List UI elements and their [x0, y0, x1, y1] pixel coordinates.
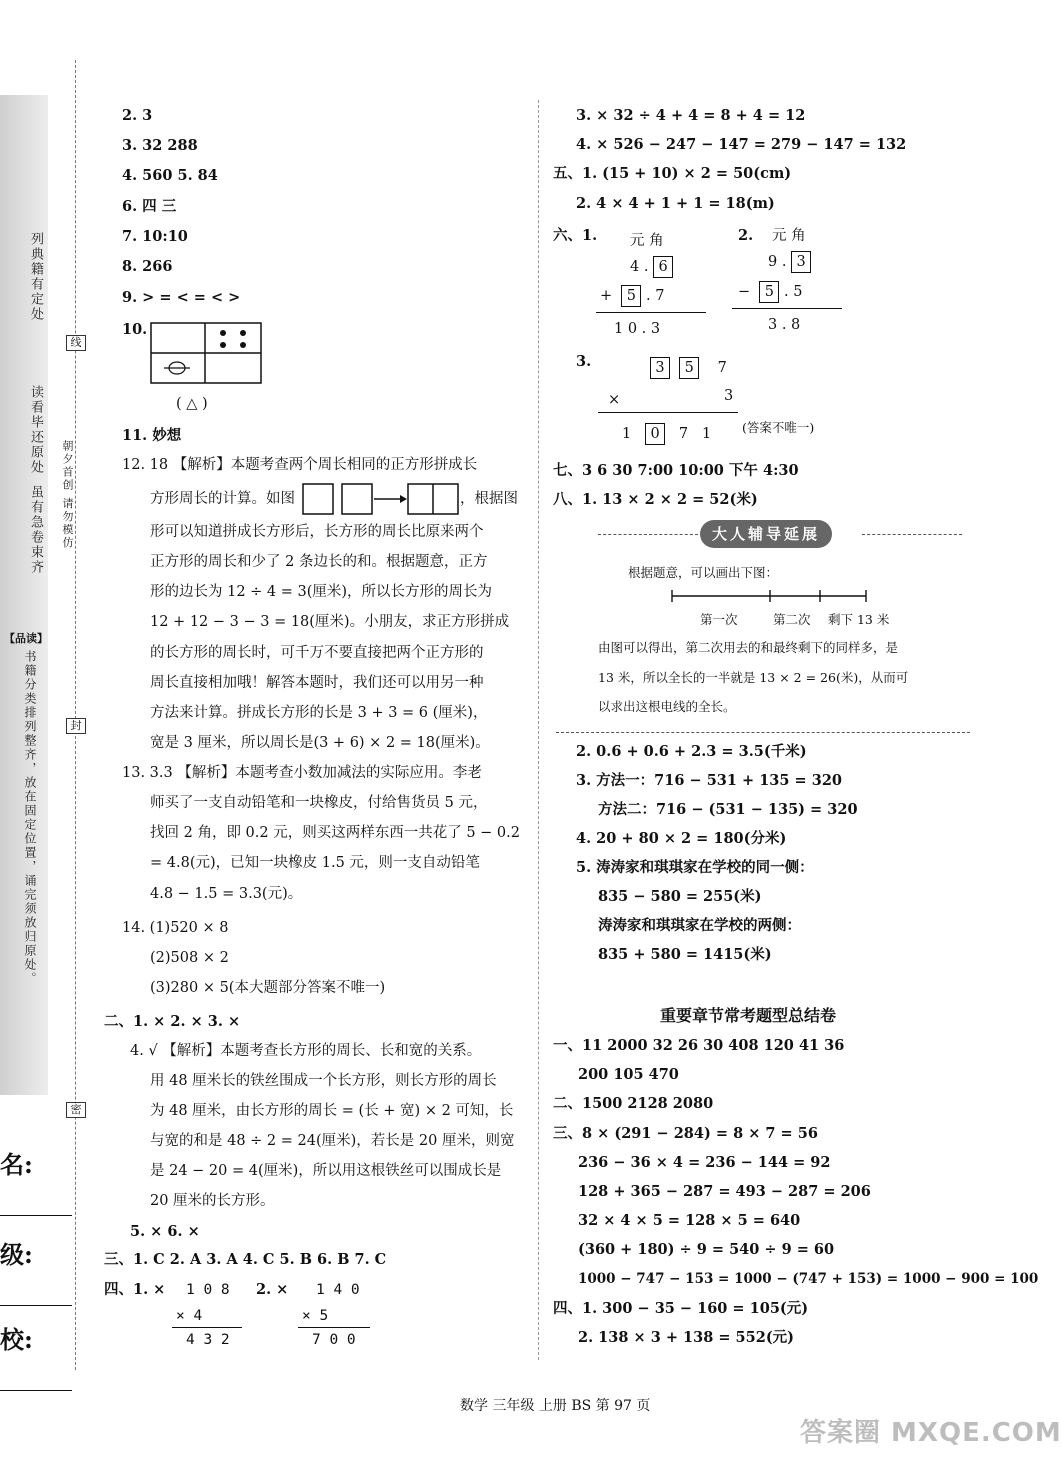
summary-sec3-4: 32 × 4 × 5 = 128 × 5 = 640: [578, 1212, 801, 1229]
answer-r-q3: 3. × 32 ÷ 4 + 4 = 8 + 4 = 12: [576, 107, 806, 124]
banner-left-rule: [598, 534, 698, 535]
sidebar-verse-1: 列典籍有定处: [28, 232, 43, 322]
answer-q4: 4. 560 5. 84: [122, 167, 218, 184]
answer-q7: 7. 10:10: [122, 228, 188, 245]
q13-line-5: 4.8 − 1.5 = 3.3(元)。: [150, 886, 303, 902]
q12-line-7: 的长方形的周长时，可千万不要直接把两个正方形的: [150, 645, 484, 661]
p1-header: 元 角: [630, 233, 664, 249]
p2-top-box: 3: [791, 251, 811, 273]
summary-sec3-2: 236 − 36 × 4 = 236 − 144 = 92: [578, 1154, 831, 1171]
p1-result: 1 0 . 3: [614, 321, 661, 337]
summary-title: 重要章节常考题型总结卷: [660, 1006, 837, 1025]
summary-sec3-1: 三、8 × (291 − 284) = 8 × 7 = 56: [553, 1125, 818, 1142]
p3-box-1: 3: [650, 357, 670, 379]
answer-q10: ( △ ): [176, 396, 208, 412]
section-7-answers: 七、3 6 30 7:00 10:00 下午 4:30: [553, 462, 799, 479]
summary-sec1-line2: 200 105 470: [578, 1066, 679, 1083]
sec2-q4-line-5: 是 24 − 20 = 4(厘米)，所以用这根铁丝可以围成长是: [150, 1163, 502, 1179]
name-label: 名:: [0, 1150, 33, 1179]
p3-multiplier: 3: [724, 388, 734, 404]
sidebar-pindu-title: 【品读】: [4, 632, 48, 645]
school-label: 校:: [0, 1325, 33, 1354]
sec2-q4-line-2: 用 48 厘米长的铁丝围成一个长方形，则长方形的周长: [150, 1073, 497, 1089]
ext-line-2: 13 米，所以全长的一半就是 13 × 2 = 26(米)，从而可: [598, 670, 909, 685]
sidebar-pindu-text: 书籍分类排列整齐，放在固定位置，诵完须放归原处。: [23, 650, 37, 986]
vertical-calc-1-result: 4 3 2: [186, 1332, 230, 1348]
q14-line-1: 14. (1)520 × 8: [122, 920, 229, 936]
p3-rule: [598, 412, 738, 413]
class-line[interactable]: [0, 1305, 72, 1306]
p1-mid-box: 5: [621, 285, 641, 307]
p3-box-2: 5: [679, 357, 699, 379]
column-divider: [538, 100, 539, 1360]
extension-banner: 大人辅导延展: [700, 520, 832, 548]
r-answer-4: 4. 20 + 80 × 2 = 180(分米): [576, 830, 787, 847]
p3-result-box: 0: [645, 423, 665, 445]
q12-line-6: 12 + 12 − 3 − 3 = 18(厘米)。小朋友，求正方形拼成: [150, 614, 510, 630]
answer-q8: 8. 266: [122, 258, 173, 275]
segment-label-2: 第二次: [773, 612, 811, 627]
r-answer-3a: 3. 方法一：716 − 531 + 135 = 320: [576, 772, 842, 789]
school-line[interactable]: [0, 1390, 72, 1391]
r-answer-5c: 涛涛家和琪琪家在学校的两侧：: [598, 917, 801, 934]
s6-q3-label: 3.: [576, 353, 592, 370]
q13-line-1: 13. 3.3 【解析】本题考查小数加减法的实际应用。李老: [122, 765, 482, 781]
vertical-calc-1-top: 1 0 8: [186, 1282, 230, 1298]
section-6-label: 六、1.: [553, 227, 598, 244]
vertical-calc-1-rule: [172, 1327, 242, 1328]
vertical-calc-2-top: 1 4 0: [316, 1282, 360, 1298]
r-answer-5d: 835 + 580 = 1415(米): [598, 946, 772, 963]
p3-note: (答案不唯一): [742, 420, 815, 435]
binder-mark-feng: 封: [66, 718, 86, 734]
section-3-answers: 三、1. C 2. A 3. A 4. C 5. B 6. B 7. C: [104, 1251, 387, 1268]
p2-result: 3 . 8: [768, 317, 801, 333]
p3-digit-3: 7: [717, 360, 727, 376]
p2-mid-box: 5: [759, 281, 779, 303]
answer-q10-label: 10.: [122, 321, 148, 338]
q12-line-4: 正方形的周长和少了 2 条边长的和。根据题意，正方: [150, 554, 488, 570]
summary-sec2: 二、1500 2128 2080: [553, 1095, 714, 1112]
q12-line-9: 方法来计算。拼成长方形的长是 3 + 3 = 6 (厘米)，: [150, 705, 488, 721]
vertical-calc-1-mul: × 4: [176, 1308, 203, 1324]
p1-plus: +: [600, 288, 613, 304]
p2-mid-row: − 5 . 5: [738, 281, 802, 303]
p1-top-digit: 4: [630, 259, 640, 275]
p2-minus: −: [738, 284, 751, 300]
class-label: 级:: [0, 1240, 33, 1269]
section-5-q1: 五、1. (15 + 10) × 2 = 50(cm): [553, 165, 792, 182]
section-4-label-1: 四、1. ×: [104, 1281, 166, 1298]
q10-grid-figure: [150, 322, 262, 384]
summary-sec3-3: 128 + 365 − 287 = 493 − 287 = 206: [578, 1183, 871, 1200]
q12-squares-figure: [302, 483, 460, 515]
r-answer-2: 2. 0.6 + 0.6 + 2.3 = 3.5(千米): [576, 743, 807, 760]
p1-rule: [596, 312, 706, 313]
sec2-q4-line-4: 与宽的和是 48 ÷ 2 = 24(厘米)，若长是 20 厘米，则宽: [150, 1133, 515, 1149]
binder-mark-xian: 线: [66, 335, 86, 351]
q13-line-4: = 4.8(元)，已知一块橡皮 1.5 元，则一支自动铅笔: [150, 855, 480, 871]
p3-r1: 1: [622, 426, 632, 442]
p2-rule: [732, 308, 842, 309]
p3-mul-sign: ×: [608, 392, 621, 408]
q12-line-2: 方形周长的计算。如图: [150, 491, 295, 507]
q14-line-2: (2)508 × 2: [150, 950, 229, 966]
summary-sec3-5: (360 + 180) ÷ 9 = 540 ÷ 9 = 60: [578, 1241, 835, 1258]
q13-line-3: 找回 2 角，即 0.2 元，则买这两样东西一共花了 5 − 0.2: [150, 825, 520, 841]
sec2-q4-line-1: 4. √ 【解析】本题考查长方形的周长、长和宽的关系。: [130, 1043, 482, 1059]
p2-top-digit: 9: [768, 254, 778, 270]
p3-result-row: [622, 423, 711, 445]
sec2-q5-q6: 5. × 6. ×: [130, 1223, 200, 1240]
name-line[interactable]: [0, 1215, 72, 1216]
section-2-answers: 二、1. × 2. × 3. ×: [104, 1013, 241, 1030]
p2-top-row: 9 . 3: [768, 251, 811, 273]
sec2-q4-line-3: 为 48 厘米，由长方形的周长 = (长 + 宽) × 2 可知，长: [150, 1103, 514, 1119]
p1-top-box: 6: [653, 256, 673, 278]
q12-line-3: 形可以知道拼成长方形后，长方形的周长比原来两个: [150, 524, 484, 540]
binder-mark-mi: 密: [66, 1102, 86, 1118]
p1-mid-digit: 7: [655, 288, 665, 304]
sidebar-verse-2: 读看毕还原处: [28, 385, 43, 475]
section-8-answer: 八、1. 13 × 2 × 2 = 52(米): [553, 491, 758, 508]
s6-q2-label: 2.: [738, 227, 754, 244]
p2-mid-digit: 5: [793, 284, 803, 300]
vertical-calc-2-result: 7 0 0: [312, 1332, 356, 1348]
banner-right-rule: [862, 534, 962, 535]
answer-q2: 2. 3: [122, 107, 153, 124]
q12-line-8: 周长直接相加哦！解答本题时，我们还可以用另一种: [150, 675, 484, 691]
q13-line-2: 师买了一支自动铅笔和一块橡皮，付给售货员 5 元，: [150, 795, 488, 811]
answer-q9: 9. > = < = < >: [122, 289, 241, 306]
p3-r4: 1: [701, 426, 712, 442]
page-footer: 数学 三年级 上册 BS 第 97 页: [460, 1398, 651, 1414]
summary-sec4-1: 四、1. 300 − 35 − 160 = 105(元): [553, 1300, 809, 1317]
q14-line-3: (3)280 × 5(本大题部分答案不唯一): [150, 980, 386, 996]
ext-line-3: 以求出这根电线的全长。: [598, 699, 736, 714]
ext-intro: 根据题意，可以画出下图：: [628, 565, 779, 580]
q12-line-2-cont: ，根据图: [460, 491, 518, 507]
watermark-logo: 答案圈 MXQE.COM: [800, 1418, 1062, 1448]
vertical-calc-2-rule: [298, 1327, 370, 1328]
r-answer-5b: 835 − 580 = 255(米): [598, 888, 762, 905]
p2-header: 元 角: [772, 228, 806, 244]
p1-mid-row: + 5 . 7: [600, 285, 664, 307]
dashed-cut-line: [75, 60, 76, 1370]
summary-sec3-6: 1000 − 747 − 153 = 1000 − (747 + 153) = 1000 − 900 = 100: [578, 1271, 1039, 1287]
answer-q6: 6. 四 三: [122, 198, 177, 215]
ext-bottom-rule: [556, 732, 970, 733]
ext-line-1: 由图可以得出，第二次用去的和最终剩下的同样多，是: [598, 640, 899, 655]
segment-label-1: 第一次: [700, 612, 738, 627]
section-4-label-2: 2. ×: [256, 1281, 289, 1298]
q12-line-1: 12. 18 【解析】本题考查两个周长相同的正方形拼成长: [122, 457, 478, 473]
segment-diagram: [670, 588, 870, 604]
r-answer-5a: 5. 涛涛家和琪琪家在学校的同一侧：: [576, 859, 814, 876]
summary-sec4-2: 2. 138 × 3 + 138 = 552(元): [578, 1329, 795, 1346]
sec2-q4-line-6: 20 厘米的长方形。: [150, 1193, 275, 1209]
summary-sec1-line1: 一、11 2000 32 26 30 408 120 41 36: [553, 1037, 845, 1054]
sidebar-verse-3: 虽有急卷束齐: [28, 485, 43, 575]
vertical-calc-2-mul: × 5: [302, 1308, 329, 1324]
p3-top-row: [650, 357, 727, 379]
q12-line-10: 宽是 3 厘米，所以周长是(3 + 6) × 2 = 18(厘米)。: [150, 735, 490, 751]
section-5-q2: 2. 4 × 4 + 1 + 1 = 18(m): [576, 195, 775, 212]
answer-q3: 3. 32 288: [122, 137, 198, 154]
sidebar-motto: 朝夕首创 请勿模仿: [61, 440, 74, 550]
segment-label-3: 剩下 13 米: [828, 612, 890, 627]
answer-q11: 11. 妙想: [122, 427, 182, 444]
p1-top-row: 4 . 6: [630, 256, 673, 278]
r-answer-3b: 方法二：716 − (531 − 135) = 320: [598, 801, 858, 818]
p3-r3: 7: [678, 426, 689, 442]
answer-r-q4: 4. × 526 − 247 − 147 = 279 − 147 = 132: [576, 136, 907, 153]
q12-line-5: 形的边长为 12 ÷ 4 = 3(厘米)，所以长方形的周长为: [150, 584, 493, 600]
